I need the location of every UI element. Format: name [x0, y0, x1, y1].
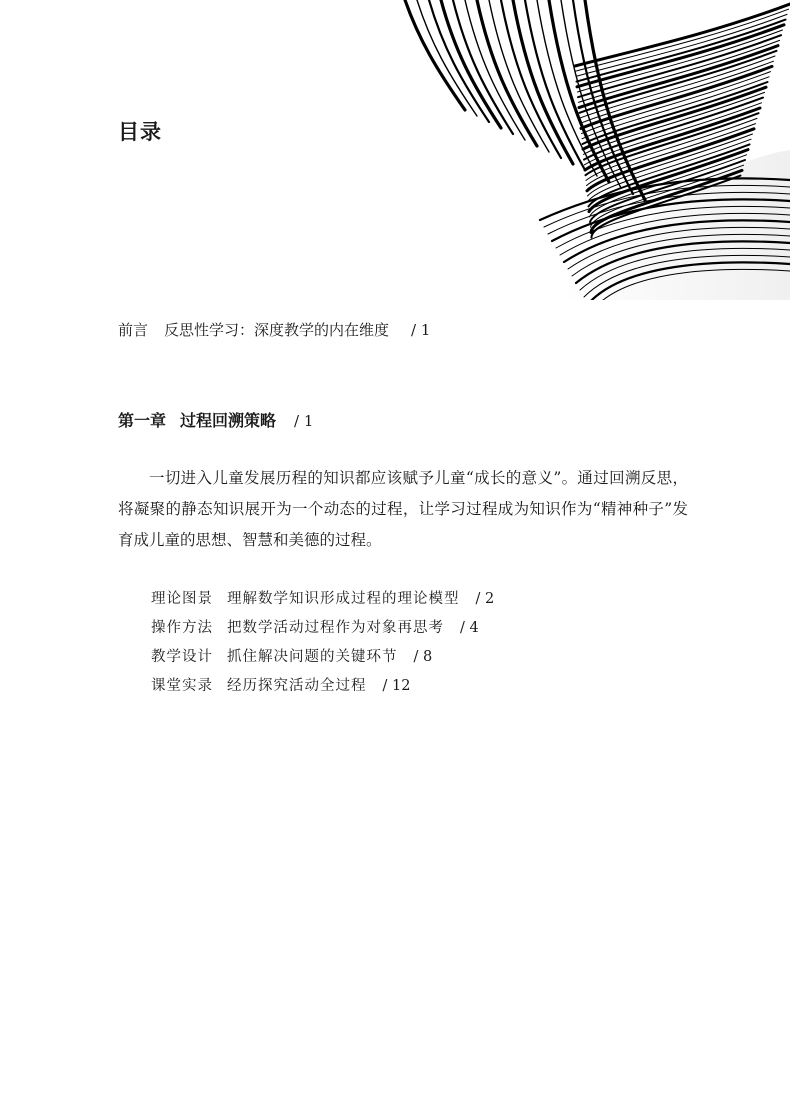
section-kind: 教学设计 [151, 649, 213, 665]
chapter-name: 过程回溯策略 [180, 411, 277, 430]
preface-label: 前言 [118, 321, 149, 339]
section-page: / 12 [382, 678, 411, 694]
chapter-section-list [151, 587, 494, 703]
section-title: 经历探究活动全过程 [227, 678, 367, 694]
preface-page: / 1 [411, 321, 431, 339]
section-title: 理解数学知识形成过程的理论模型 [227, 591, 460, 607]
section-title: 把数学活动过程作为对象再思考 [227, 620, 444, 636]
chapter-page: / 1 [294, 412, 314, 430]
toc-section-entry[interactable] [151, 616, 494, 645]
toc-section-entry[interactable] [151, 645, 494, 674]
section-kind: 操作方法 [151, 620, 213, 636]
section-kind: 理论图景 [151, 591, 213, 607]
section-page: / 2 [475, 591, 495, 607]
section-page: / 4 [460, 620, 479, 636]
toc-section-entry[interactable] [151, 674, 494, 703]
page-title: 目录 [118, 120, 162, 144]
chapter-summary: 一切进入儿童发展历程的知识都应该赋予儿童“成长的意义”。通过回溯反思，将凝聚的静态知识展开为一个动态的过程，让学习过程成为知识作为“精神种子”发育成儿童的思想、智慧和美德的过程。 [118, 469, 688, 549]
toc-preface-entry[interactable] [118, 319, 430, 340]
section-title: 抓住解决问题的关键环节 [227, 649, 398, 665]
page-curl-decoration [0, 0, 790, 300]
toc-section-entry[interactable] [151, 587, 494, 616]
toc-chapter-heading[interactable] [118, 408, 313, 431]
chapter-number: 第一章 [118, 411, 167, 430]
section-kind: 课堂实录 [151, 678, 213, 694]
preface-title: 反思性学习：深度教学的内在维度 [164, 321, 390, 339]
section-page: / 8 [413, 649, 433, 665]
